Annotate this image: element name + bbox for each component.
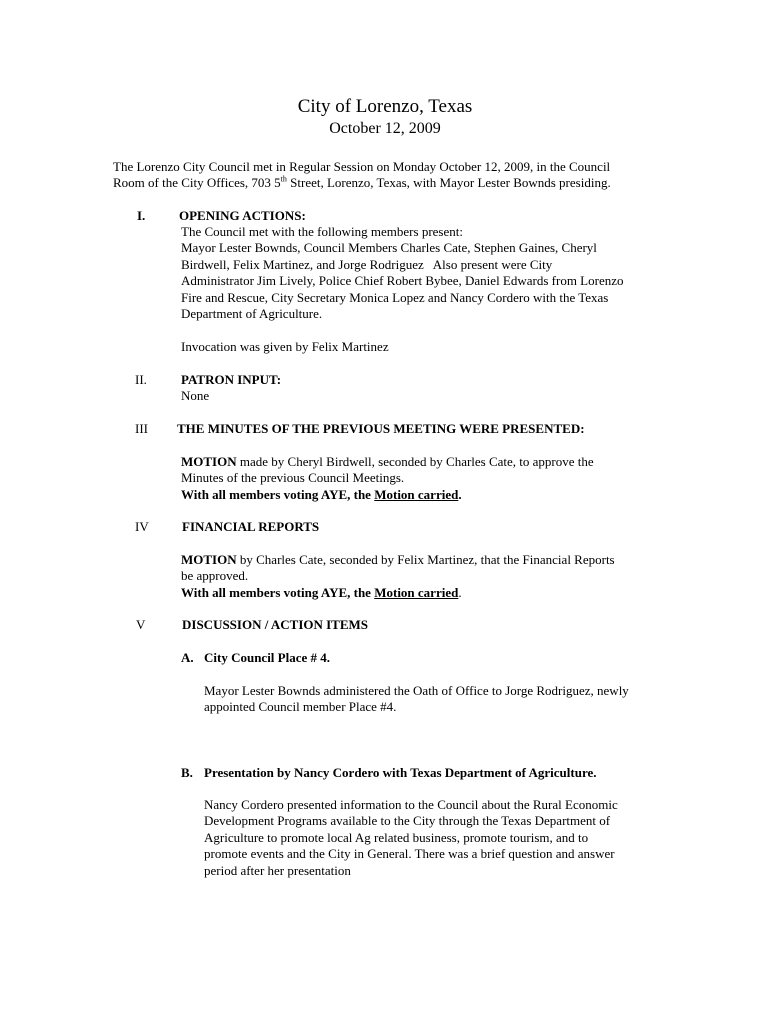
motion-line: MOTION made by Cheryl Birdwell, seconded by Charles Cate, to approve the (181, 454, 594, 469)
item-b-letter: B. (181, 765, 193, 780)
vote-result: With all members voting AYE, the Motion carried. (181, 486, 462, 502)
body-line: Nancy Cordero presented information to the Council about the Rural Economic (204, 797, 618, 812)
section-3-heading: THE MINUTES OF THE PREVIOUS MEETING WERE PRESENTED: (177, 421, 585, 436)
section-5-heading: DISCUSSION / ACTION ITEMS (182, 617, 369, 632)
section-3-motion (181, 454, 594, 503)
meeting-date: October 12, 2009 (329, 120, 441, 137)
item-a-letter: A. (181, 650, 194, 665)
body-line: Mayor Lester Bownds, Council Members Charles Cate, Stephen Gaines, Cheryl (181, 240, 597, 256)
vote-result: With all members voting AYE, the Motion carried. (181, 584, 462, 600)
body-line: Mayor Lester Bownds administered the Oath of Office to Jorge Rodriguez, newly (204, 683, 629, 698)
item-b-body (204, 797, 618, 879)
motion-line: MOTION by Charles Cate, seconded by Felix Martinez, that the Financial Reports (181, 552, 615, 567)
body-line: promote events and the City in General. There was a brief question and answer (204, 846, 615, 862)
body-line: Administrator Jim Lively, Police Chief Robert Bybee, Daniel Edwards from Lorenzo (181, 273, 624, 289)
body-line: period after her presentation (204, 862, 351, 878)
item-a-heading: City Council Place # 4. (204, 650, 331, 665)
motion-line: Minutes of the previous Council Meetings. (181, 470, 405, 486)
intro-line-2: Room of the City Offices, 703 5th Street, Lorenzo, Texas, with Mayor Lester Bownds presiding. (113, 175, 611, 191)
section-5-number: V (136, 617, 146, 632)
body-line: Department of Agriculture. (181, 306, 323, 322)
page-title: City of Lorenzo, Texas (297, 96, 473, 117)
section-2-text: None (181, 388, 210, 403)
section-1-number: I. (137, 208, 146, 223)
section-2-number: II. (135, 372, 147, 387)
item-b-heading: Presentation by Nancy Cordero with Texas Department of Agriculture. (204, 765, 597, 780)
section-4-heading: FINANCIAL REPORTS (182, 519, 320, 534)
body-line: Agriculture to promote local Ag related business, promote tourism, and to (204, 829, 589, 845)
section-4-number: IV (135, 519, 149, 534)
body-line: Birdwell, Felix Martinez, and Jorge Rodriguez Also present were City (181, 256, 553, 272)
item-a-body (204, 683, 629, 716)
section-1-heading: OPENING ACTIONS: (179, 208, 306, 223)
section-2-heading: PATRON INPUT: (181, 372, 282, 387)
body-line: Fire and Rescue, City Secretary Monica Lopez and Nancy Cordero with the Texas (181, 289, 609, 305)
section-3-number: III (135, 421, 148, 436)
intro-line-1: The Lorenzo City Council met in Regular Session on Monday October 12, 2009, in the Council (113, 159, 611, 174)
body-line: appointed Council member Place #4. (204, 699, 397, 715)
motion-line: be approved. (181, 568, 249, 584)
body-line: Development Programs available to the City through the Texas Department of (204, 813, 611, 829)
section-1-body (181, 224, 624, 322)
invocation-text: Invocation was given by Felix Martinez (181, 339, 389, 354)
body-line: The Council met with the following members present: (181, 224, 463, 239)
intro-paragraph (113, 159, 611, 192)
section-4-motion (181, 552, 615, 601)
